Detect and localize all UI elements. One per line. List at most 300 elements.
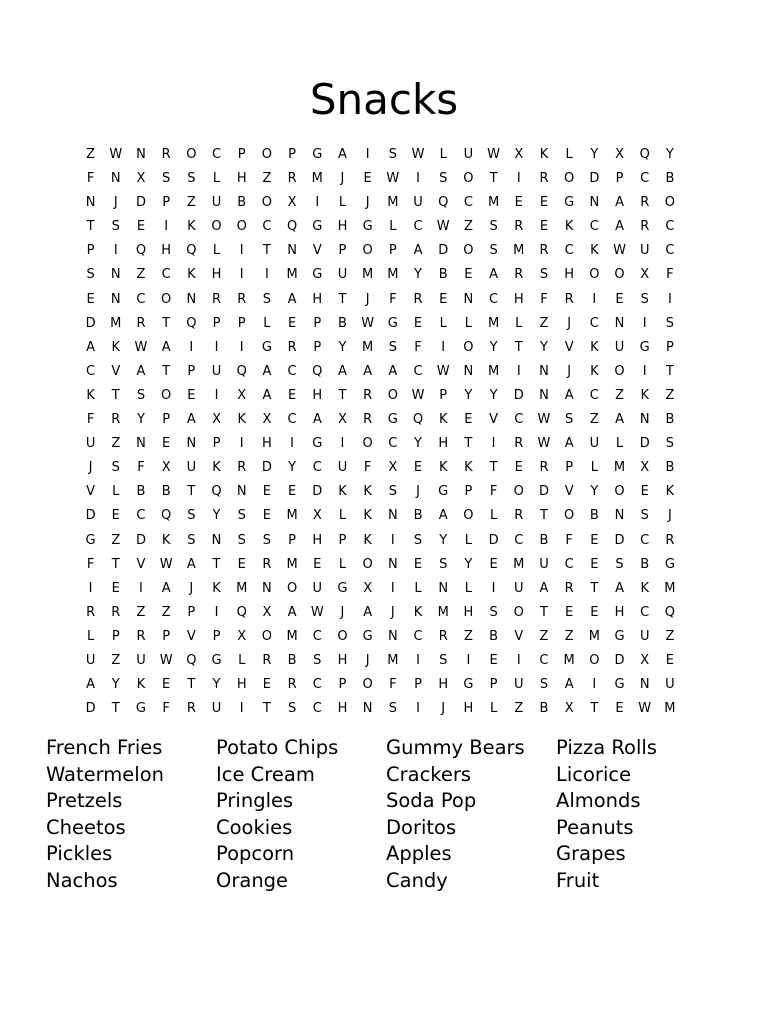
- grid-letter[interactable]: S: [565, 412, 574, 428]
- grid-letter[interactable]: J: [113, 195, 118, 211]
- grid-letter[interactable]: M: [387, 195, 399, 211]
- grid-letter[interactable]: K: [438, 460, 448, 476]
- grid-letter[interactable]: C: [463, 195, 473, 211]
- grid-letter[interactable]: R: [539, 171, 549, 187]
- grid-letter[interactable]: P: [162, 195, 171, 211]
- grid-letter[interactable]: N: [186, 291, 197, 307]
- grid-letter[interactable]: D: [513, 387, 524, 403]
- grid-letter[interactable]: S: [489, 243, 498, 259]
- grid-letter[interactable]: Z: [136, 267, 146, 283]
- grid-letter[interactable]: J: [189, 580, 194, 596]
- grid-letter[interactable]: S: [136, 387, 146, 403]
- grid-letter[interactable]: U: [337, 460, 348, 476]
- grid-letter[interactable]: O: [186, 147, 197, 162]
- grid-letter[interactable]: Y: [489, 339, 498, 355]
- grid-letter[interactable]: G: [312, 267, 323, 283]
- grid-letter[interactable]: A: [86, 339, 96, 355]
- grid-letter[interactable]: J: [567, 363, 572, 379]
- grid-letter[interactable]: P: [313, 339, 322, 355]
- grid-letter[interactable]: Z: [615, 387, 624, 403]
- grid-letter[interactable]: T: [338, 291, 347, 307]
- grid-letter[interactable]: I: [516, 652, 521, 668]
- grid-letter[interactable]: G: [438, 484, 449, 500]
- grid-letter[interactable]: N: [287, 243, 297, 259]
- grid-letter[interactable]: S: [187, 532, 196, 548]
- grid-letter[interactable]: K: [539, 147, 549, 162]
- grid-letter[interactable]: H: [312, 291, 323, 307]
- grid-letter[interactable]: N: [463, 291, 474, 307]
- grid-letter[interactable]: R: [262, 556, 272, 572]
- grid-letter[interactable]: Z: [589, 412, 599, 428]
- grid-letter[interactable]: D: [312, 484, 323, 500]
- grid-letter[interactable]: K: [413, 604, 423, 620]
- grid-letter[interactable]: E: [313, 556, 322, 572]
- grid-letter[interactable]: H: [337, 701, 348, 717]
- grid-letter[interactable]: L: [389, 219, 397, 235]
- grid-letter[interactable]: N: [539, 387, 549, 403]
- grid-letter[interactable]: M: [286, 556, 298, 572]
- grid-letter[interactable]: D: [438, 243, 449, 259]
- grid-letter[interactable]: E: [489, 652, 498, 668]
- grid-letter[interactable]: R: [564, 291, 574, 307]
- grid-letter[interactable]: I: [416, 652, 420, 668]
- grid-letter[interactable]: C: [287, 363, 297, 379]
- grid-letter[interactable]: E: [162, 677, 171, 693]
- grid-letter[interactable]: Z: [665, 387, 675, 403]
- grid-letter[interactable]: S: [439, 171, 448, 187]
- grid-letter[interactable]: P: [439, 387, 448, 403]
- grid-letter[interactable]: H: [564, 267, 575, 283]
- grid-letter[interactable]: M: [613, 460, 626, 476]
- grid-letter[interactable]: S: [187, 171, 196, 187]
- grid-letter[interactable]: Z: [564, 628, 574, 644]
- grid-letter[interactable]: M: [286, 267, 298, 283]
- grid-letter[interactable]: N: [211, 532, 222, 548]
- grid-letter[interactable]: F: [86, 412, 95, 428]
- grid-letter[interactable]: Y: [539, 339, 548, 355]
- grid-letter[interactable]: K: [590, 339, 599, 355]
- grid-letter[interactable]: A: [564, 387, 574, 403]
- grid-letter[interactable]: Y: [489, 387, 498, 403]
- grid-letter[interactable]: W: [487, 147, 501, 162]
- grid-letter[interactable]: B: [640, 556, 650, 572]
- grid-letter[interactable]: O: [664, 195, 676, 211]
- grid-letter[interactable]: I: [390, 580, 395, 596]
- grid-letter[interactable]: A: [287, 604, 297, 620]
- grid-letter[interactable]: I: [315, 195, 320, 211]
- grid-letter[interactable]: S: [262, 532, 272, 548]
- grid-letter[interactable]: R: [111, 412, 121, 428]
- grid-letter[interactable]: O: [337, 628, 348, 644]
- grid-letter[interactable]: C: [312, 460, 322, 476]
- grid-letter[interactable]: V: [564, 484, 574, 500]
- grid-letter[interactable]: Y: [414, 436, 422, 452]
- grid-letter[interactable]: R: [514, 219, 524, 235]
- grid-letter[interactable]: I: [239, 339, 244, 355]
- grid-letter[interactable]: I: [516, 171, 521, 187]
- grid-letter[interactable]: L: [489, 508, 498, 524]
- grid-letter[interactable]: N: [136, 147, 146, 162]
- grid-letter[interactable]: P: [187, 604, 196, 620]
- grid-letter[interactable]: P: [338, 677, 347, 693]
- grid-letter[interactable]: D: [488, 532, 499, 548]
- grid-letter[interactable]: L: [439, 315, 447, 331]
- grid-letter[interactable]: U: [413, 195, 423, 211]
- grid-letter[interactable]: P: [615, 171, 624, 187]
- grid-letter[interactable]: E: [439, 291, 448, 307]
- grid-letter[interactable]: J: [365, 652, 370, 668]
- grid-letter[interactable]: M: [487, 195, 500, 211]
- grid-letter[interactable]: D: [135, 195, 146, 211]
- grid-letter[interactable]: F: [162, 701, 170, 717]
- grid-letter[interactable]: Z: [86, 147, 96, 162]
- grid-letter[interactable]: A: [262, 363, 272, 379]
- grid-letter[interactable]: X: [514, 147, 524, 162]
- grid-letter[interactable]: J: [365, 291, 370, 307]
- grid-letter[interactable]: K: [564, 219, 574, 235]
- grid-letter[interactable]: C: [413, 219, 423, 235]
- grid-letter[interactable]: N: [262, 580, 272, 596]
- grid-letter[interactable]: R: [640, 195, 650, 211]
- grid-letter[interactable]: P: [212, 628, 221, 644]
- grid-letter[interactable]: M: [362, 267, 374, 283]
- grid-letter[interactable]: Y: [111, 677, 120, 693]
- grid-letter[interactable]: P: [237, 147, 246, 162]
- grid-letter[interactable]: D: [85, 315, 96, 331]
- grid-letter[interactable]: W: [411, 387, 425, 403]
- grid-letter[interactable]: K: [212, 580, 221, 596]
- grid-letter[interactable]: N: [639, 412, 650, 428]
- grid-letter[interactable]: A: [489, 267, 499, 283]
- grid-letter[interactable]: O: [463, 339, 474, 355]
- grid-letter[interactable]: L: [464, 580, 473, 596]
- grid-letter[interactable]: U: [312, 580, 323, 596]
- grid-letter[interactable]: K: [136, 677, 146, 693]
- grid-letter[interactable]: W: [436, 363, 450, 379]
- grid-letter[interactable]: N: [387, 628, 398, 644]
- grid-letter[interactable]: R: [539, 243, 549, 259]
- grid-letter[interactable]: U: [463, 147, 474, 162]
- grid-letter[interactable]: I: [642, 315, 647, 331]
- grid-letter[interactable]: S: [388, 147, 397, 162]
- grid-letter[interactable]: W: [159, 652, 173, 668]
- grid-letter[interactable]: Z: [463, 628, 473, 644]
- grid-letter[interactable]: Q: [186, 652, 197, 668]
- grid-letter[interactable]: F: [489, 484, 498, 500]
- grid-letter[interactable]: I: [239, 436, 244, 452]
- grid-letter[interactable]: P: [464, 484, 473, 500]
- grid-letter[interactable]: K: [665, 484, 675, 500]
- grid-letter[interactable]: Y: [665, 147, 674, 162]
- grid-letter[interactable]: Q: [135, 243, 147, 259]
- grid-letter[interactable]: R: [438, 628, 448, 644]
- grid-letter[interactable]: J: [340, 171, 345, 187]
- grid-letter[interactable]: Z: [161, 604, 171, 620]
- grid-letter[interactable]: G: [362, 628, 373, 644]
- grid-letter[interactable]: X: [212, 412, 221, 428]
- grid-letter[interactable]: P: [338, 243, 347, 259]
- grid-letter[interactable]: C: [640, 171, 650, 187]
- grid-letter[interactable]: C: [489, 291, 499, 307]
- grid-letter[interactable]: A: [186, 556, 196, 572]
- grid-letter[interactable]: N: [438, 580, 449, 596]
- grid-letter[interactable]: H: [161, 243, 172, 259]
- grid-letter[interactable]: B: [338, 315, 347, 331]
- grid-letter[interactable]: I: [592, 291, 597, 307]
- grid-letter[interactable]: Z: [111, 532, 121, 548]
- grid-letter[interactable]: A: [615, 412, 624, 428]
- grid-letter[interactable]: U: [514, 677, 524, 693]
- grid-letter[interactable]: R: [186, 701, 196, 717]
- grid-letter[interactable]: N: [614, 315, 625, 331]
- grid-letter[interactable]: M: [664, 701, 676, 717]
- grid-letter[interactable]: B: [539, 701, 549, 717]
- grid-letter[interactable]: T: [212, 556, 221, 572]
- grid-letter[interactable]: Y: [439, 532, 448, 548]
- grid-letter[interactable]: E: [565, 604, 574, 620]
- grid-letter[interactable]: U: [514, 580, 524, 596]
- grid-letter[interactable]: O: [513, 604, 524, 620]
- grid-letter[interactable]: C: [640, 532, 650, 548]
- grid-letter[interactable]: M: [286, 508, 298, 524]
- grid-letter[interactable]: N: [639, 677, 650, 693]
- grid-letter[interactable]: X: [640, 652, 650, 668]
- grid-letter[interactable]: L: [414, 580, 422, 596]
- grid-letter[interactable]: T: [86, 219, 95, 235]
- grid-letter[interactable]: T: [111, 701, 120, 717]
- grid-letter[interactable]: K: [590, 243, 599, 259]
- grid-letter[interactable]: V: [186, 628, 196, 644]
- grid-letter[interactable]: G: [664, 556, 675, 572]
- grid-letter[interactable]: Z: [539, 628, 549, 644]
- grid-letter[interactable]: A: [438, 508, 448, 524]
- grid-letter[interactable]: F: [363, 460, 372, 476]
- grid-letter[interactable]: A: [312, 412, 322, 428]
- grid-letter[interactable]: W: [537, 412, 551, 428]
- grid-letter[interactable]: C: [413, 363, 423, 379]
- grid-letter[interactable]: Z: [136, 604, 146, 620]
- grid-letter[interactable]: T: [489, 460, 498, 476]
- grid-letter[interactable]: W: [310, 604, 324, 620]
- grid-letter[interactable]: X: [640, 460, 650, 476]
- grid-letter[interactable]: U: [639, 243, 650, 259]
- grid-letter[interactable]: T: [539, 604, 548, 620]
- grid-letter[interactable]: X: [564, 701, 574, 717]
- grid-letter[interactable]: H: [337, 219, 348, 235]
- grid-letter[interactable]: G: [312, 147, 323, 162]
- grid-letter[interactable]: Z: [111, 436, 121, 452]
- grid-letter[interactable]: K: [464, 460, 473, 476]
- grid-letter[interactable]: Q: [161, 508, 172, 524]
- grid-letter[interactable]: L: [112, 484, 120, 500]
- grid-letter[interactable]: N: [589, 195, 600, 211]
- grid-letter[interactable]: S: [615, 556, 624, 572]
- grid-letter[interactable]: E: [111, 508, 120, 524]
- grid-letter[interactable]: I: [416, 171, 420, 187]
- grid-letter[interactable]: L: [338, 508, 347, 524]
- grid-letter[interactable]: O: [387, 387, 398, 403]
- grid-letter[interactable]: M: [387, 267, 399, 283]
- grid-letter[interactable]: I: [239, 267, 244, 283]
- grid-letter[interactable]: S: [439, 652, 448, 668]
- grid-letter[interactable]: U: [614, 339, 625, 355]
- grid-letter[interactable]: H: [513, 291, 524, 307]
- grid-letter[interactable]: E: [539, 195, 549, 211]
- grid-letter[interactable]: S: [388, 339, 397, 355]
- grid-letter[interactable]: U: [85, 652, 96, 668]
- grid-letter[interactable]: I: [189, 339, 194, 355]
- grid-letter[interactable]: M: [311, 171, 323, 187]
- grid-letter[interactable]: Y: [288, 460, 297, 476]
- grid-letter[interactable]: J: [567, 315, 572, 331]
- grid-letter[interactable]: V: [86, 484, 96, 500]
- grid-letter[interactable]: W: [537, 436, 551, 452]
- grid-letter[interactable]: K: [338, 484, 347, 500]
- grid-letter[interactable]: S: [162, 171, 171, 187]
- grid-letter[interactable]: C: [514, 532, 524, 548]
- grid-letter[interactable]: I: [214, 339, 219, 355]
- grid-letter[interactable]: Q: [438, 195, 449, 211]
- grid-letter[interactable]: V: [111, 363, 121, 379]
- grid-letter[interactable]: X: [237, 387, 247, 403]
- grid-letter[interactable]: I: [390, 532, 395, 548]
- grid-letter[interactable]: K: [640, 580, 649, 596]
- grid-letter[interactable]: T: [590, 701, 599, 717]
- grid-letter[interactable]: K: [438, 412, 448, 428]
- grid-letter[interactable]: Q: [211, 484, 222, 500]
- grid-letter[interactable]: O: [261, 195, 273, 211]
- grid-letter[interactable]: R: [514, 267, 524, 283]
- grid-letter[interactable]: E: [162, 436, 171, 452]
- grid-letter[interactable]: D: [135, 532, 146, 548]
- grid-letter[interactable]: A: [615, 580, 624, 596]
- grid-letter[interactable]: E: [262, 508, 272, 524]
- grid-letter[interactable]: C: [539, 652, 549, 668]
- grid-letter[interactable]: U: [136, 652, 146, 668]
- grid-letter[interactable]: C: [312, 628, 322, 644]
- grid-letter[interactable]: C: [564, 556, 574, 572]
- grid-letter[interactable]: B: [413, 508, 423, 524]
- grid-letter[interactable]: W: [411, 147, 425, 162]
- grid-letter[interactable]: L: [439, 147, 447, 162]
- grid-letter[interactable]: T: [665, 363, 674, 379]
- grid-letter[interactable]: N: [186, 436, 197, 452]
- grid-letter[interactable]: O: [614, 363, 625, 379]
- grid-letter[interactable]: N: [136, 436, 146, 452]
- grid-letter[interactable]: A: [338, 147, 347, 162]
- grid-letter[interactable]: O: [513, 484, 524, 500]
- grid-letter[interactable]: T: [162, 363, 171, 379]
- grid-letter[interactable]: T: [489, 171, 498, 187]
- grid-letter[interactable]: I: [466, 652, 471, 668]
- grid-letter[interactable]: W: [134, 339, 148, 355]
- grid-letter[interactable]: N: [362, 701, 373, 717]
- grid-letter[interactable]: S: [640, 508, 649, 524]
- grid-letter[interactable]: T: [262, 701, 271, 717]
- grid-letter[interactable]: U: [539, 556, 549, 572]
- grid-letter[interactable]: O: [589, 652, 600, 668]
- grid-letter[interactable]: C: [589, 315, 599, 331]
- grid-letter[interactable]: R: [287, 677, 297, 693]
- grid-letter[interactable]: M: [563, 652, 575, 668]
- grid-letter[interactable]: A: [86, 677, 96, 693]
- grid-letter[interactable]: C: [86, 363, 96, 379]
- grid-letter[interactable]: P: [111, 628, 120, 644]
- grid-letter[interactable]: O: [286, 580, 298, 596]
- grid-letter[interactable]: A: [564, 436, 574, 452]
- grid-letter[interactable]: E: [287, 484, 297, 500]
- grid-letter[interactable]: E: [539, 219, 549, 235]
- grid-letter[interactable]: A: [615, 195, 624, 211]
- grid-letter[interactable]: C: [262, 219, 272, 235]
- grid-letter[interactable]: I: [214, 387, 219, 403]
- grid-letter[interactable]: A: [161, 580, 171, 596]
- grid-letter[interactable]: E: [590, 604, 599, 620]
- grid-letter[interactable]: D: [639, 436, 650, 452]
- grid-letter[interactable]: I: [491, 436, 496, 452]
- grid-letter[interactable]: X: [640, 267, 650, 283]
- grid-letter[interactable]: I: [239, 243, 244, 259]
- grid-letter[interactable]: M: [387, 652, 399, 668]
- grid-letter[interactable]: K: [363, 532, 372, 548]
- grid-letter[interactable]: O: [564, 171, 575, 187]
- grid-letter[interactable]: F: [540, 291, 548, 307]
- grid-letter[interactable]: D: [538, 484, 549, 500]
- grid-letter[interactable]: Y: [414, 267, 422, 283]
- grid-letter[interactable]: P: [565, 460, 574, 476]
- grid-letter[interactable]: E: [514, 460, 523, 476]
- grid-letter[interactable]: S: [388, 701, 397, 717]
- grid-letter[interactable]: H: [262, 436, 272, 452]
- grid-letter[interactable]: K: [212, 460, 221, 476]
- grid-letter[interactable]: C: [589, 219, 599, 235]
- grid-letter[interactable]: L: [338, 195, 347, 211]
- grid-letter[interactable]: R: [161, 147, 171, 162]
- grid-letter[interactable]: J: [416, 484, 420, 500]
- grid-letter[interactable]: S: [665, 436, 675, 452]
- grid-letter[interactable]: O: [261, 628, 273, 644]
- grid-letter[interactable]: A: [363, 363, 373, 379]
- grid-letter[interactable]: E: [615, 291, 624, 307]
- grid-letter[interactable]: A: [564, 677, 574, 693]
- grid-letter[interactable]: L: [338, 556, 347, 572]
- grid-letter[interactable]: S: [237, 508, 246, 524]
- grid-letter[interactable]: O: [463, 171, 474, 187]
- grid-letter[interactable]: M: [362, 339, 374, 355]
- grid-letter[interactable]: G: [564, 195, 575, 211]
- grid-letter[interactable]: S: [439, 556, 448, 572]
- grid-letter[interactable]: G: [211, 652, 222, 668]
- grid-letter[interactable]: R: [564, 580, 574, 596]
- grid-letter[interactable]: I: [491, 580, 496, 596]
- grid-letter[interactable]: N: [387, 508, 398, 524]
- grid-letter[interactable]: W: [386, 171, 400, 187]
- grid-letter[interactable]: A: [363, 604, 373, 620]
- grid-letter[interactable]: A: [287, 291, 297, 307]
- grid-letter[interactable]: H: [463, 604, 474, 620]
- grid-letter[interactable]: D: [261, 460, 272, 476]
- grid-letter[interactable]: C: [640, 604, 650, 620]
- grid-letter[interactable]: R: [287, 171, 297, 187]
- grid-letter[interactable]: B: [665, 171, 675, 187]
- grid-letter[interactable]: K: [86, 387, 95, 403]
- grid-letter[interactable]: Q: [664, 604, 676, 620]
- grid-letter[interactable]: E: [514, 195, 523, 211]
- grid-letter[interactable]: S: [111, 219, 120, 235]
- grid-letter[interactable]: Q: [236, 604, 247, 620]
- grid-letter[interactable]: Z: [463, 219, 473, 235]
- grid-letter[interactable]: P: [313, 315, 322, 331]
